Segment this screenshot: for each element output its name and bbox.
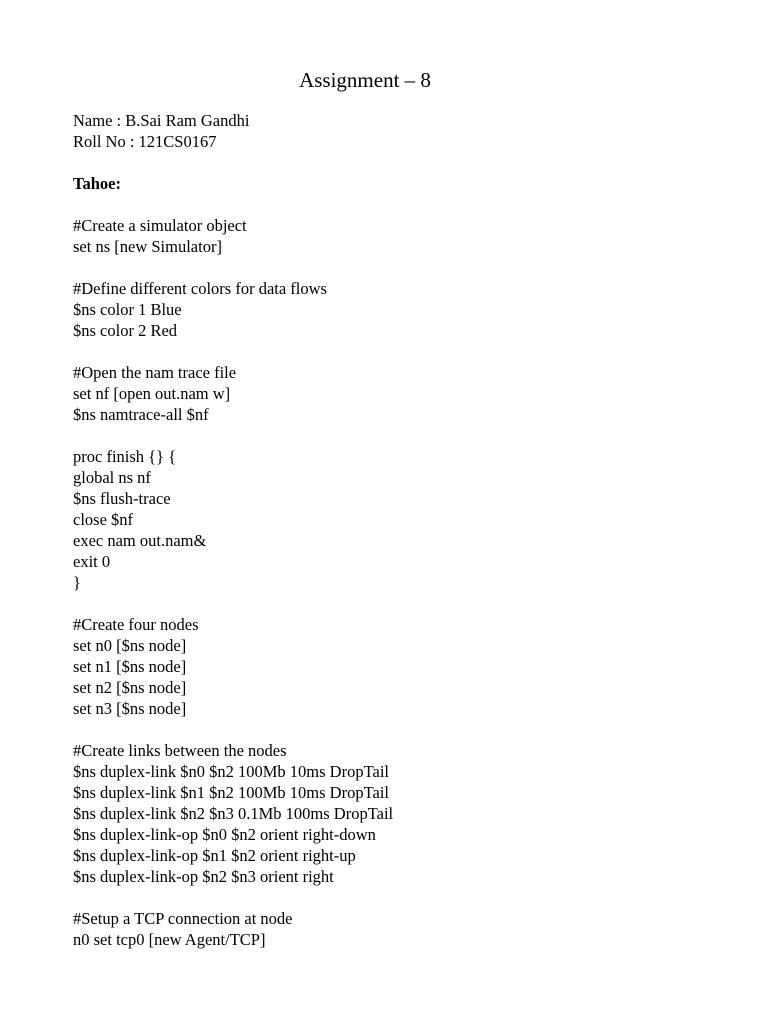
code-line: set ns [new Simulator]: [73, 237, 222, 256]
code-line: $ns duplex-link $n0 $n2 100Mb 10ms DropTail: [73, 762, 389, 781]
code-comment-line: #Setup a TCP connection at node: [73, 909, 293, 928]
code-block: [73, 278, 733, 341]
code-line: global ns nf: [73, 468, 151, 487]
code-line: $ns color 1 Blue: [73, 300, 182, 319]
code-comment-line: #Open the nam trace file: [73, 363, 237, 382]
code-comment-line: #Define different colors for data flows: [73, 279, 327, 298]
code-line: $ns namtrace-all $nf: [73, 405, 209, 424]
code-line: set n3 [$ns node]: [73, 699, 187, 718]
spacer: [73, 257, 733, 278]
code-line: $ns duplex-link $n2 $n3 0.1Mb 100ms DropTail: [73, 804, 394, 823]
code-line: n0 set tcp0 [new Agent/TCP]: [73, 930, 266, 949]
code-line: set nf [open out.nam w]: [73, 384, 231, 403]
code-listing: [73, 215, 733, 950]
code-line: proc finish {} {: [73, 447, 177, 466]
code-line: $ns color 2 Red: [73, 321, 178, 340]
roll-number: Roll No : 121CS0167: [73, 132, 217, 151]
spacer: [73, 719, 733, 740]
code-block: [73, 362, 733, 425]
spacer: [73, 887, 733, 908]
code-line: close $nf: [73, 510, 134, 529]
student-name: Name : B.Sai Ram Gandhi: [73, 111, 250, 130]
section-heading: Tahoe:: [73, 174, 121, 193]
code-block: [73, 740, 733, 887]
spacer: [73, 194, 733, 215]
spacer: [73, 152, 733, 173]
code-line: $ns flush-trace: [73, 489, 171, 508]
code-line: exit 0: [73, 552, 111, 571]
spacer: [73, 425, 733, 446]
code-block: [73, 614, 733, 719]
code-line: $ns duplex-link-op $n0 $n2 orient right-down: [73, 825, 376, 844]
code-block: [73, 908, 733, 950]
code-line: $ns duplex-link $n1 $n2 100Mb 10ms DropTail: [73, 783, 389, 802]
page-title: Assignment – 8: [299, 68, 431, 92]
spacer: [73, 341, 733, 362]
code-line: exec nam out.nam&: [73, 531, 207, 550]
spacer: [73, 593, 733, 614]
code-line: set n2 [$ns node]: [73, 678, 187, 697]
code-line: set n1 [$ns node]: [73, 657, 187, 676]
code-line: $ns duplex-link-op $n1 $n2 orient right-up: [73, 846, 356, 865]
code-line: }: [73, 573, 81, 592]
document-body: [73, 110, 733, 950]
code-comment-line: #Create a simulator object: [73, 216, 247, 235]
code-line: set n0 [$ns node]: [73, 636, 187, 655]
code-block: [73, 215, 733, 257]
code-line: $ns duplex-link-op $n2 $n3 orient right: [73, 867, 334, 886]
code-block: [73, 446, 733, 593]
code-comment-line: #Create links between the nodes: [73, 741, 287, 760]
code-comment-line: #Create four nodes: [73, 615, 199, 634]
